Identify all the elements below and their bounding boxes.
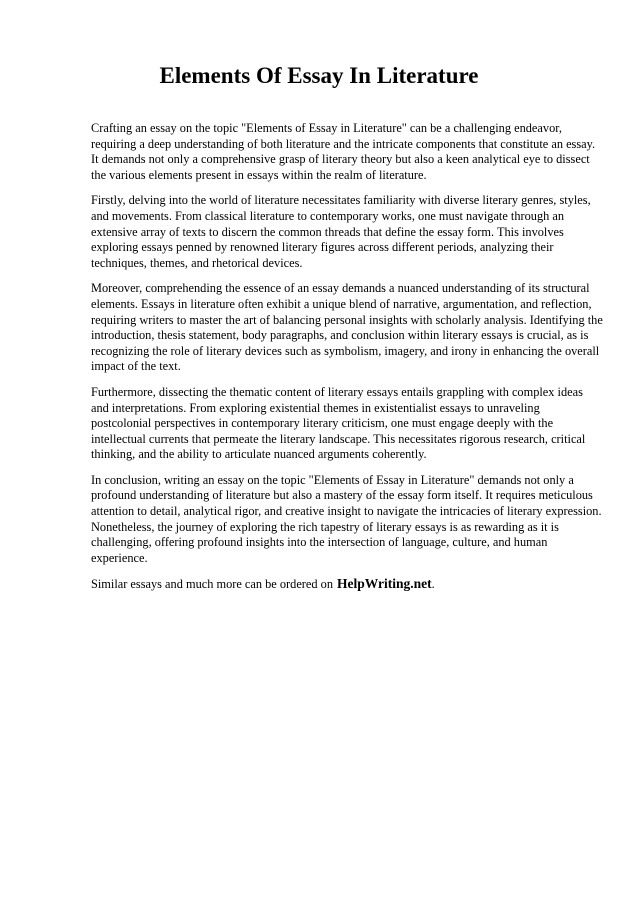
paragraph-2: Firstly, delving into the world of literature necessitates familiarity with diverse literary genres, styles, and movements. From classical literature to contemporary works, one must navigate through an extensive array of texts to discern the common threads that define the essay form. This involves exploring essays penned by renowned literary figures across different periods, analyzing their techniques, themes, and rhetorical devices. <box>91 193 591 270</box>
paragraph-3: Moreover, comprehending the essence of an essay demands a nuanced understanding of its structural elements. Essays in literature often exhibit a unique blend of narrative, argumentation, and reflection, requiring writers to master the art of balancing personal insights with scholarly analysis. Identifying the introduction, thesis statement, body paragraphs, and conclusion within literary essays is crucial, as is recognizing the role of literary devices such as symbolism, imagery, and irony in enhancing the overall impact of the text. <box>91 281 603 374</box>
paragraph-5: In conclusion, writing an essay on the topic "Elements of Essay in Literature" demands not only a profound understanding of literature but also a mastery of the essay form itself. It requires meticulous attention to detail, analytical rigor, and creative insight to navigate the intricacies of literary expression. Nonetheless, the journey of exploring the rich tapestry of literary essays is as rewarding as it is challenging, offering profound insights into the intersection of language, culture, and human experience. <box>91 472 602 565</box>
page-title: Elements Of Essay In Literature <box>159 63 479 88</box>
order-note-text: Similar essays and much more can be ordered on <box>91 577 333 592</box>
order-note-period: . <box>431 577 435 592</box>
order-note <box>91 576 603 593</box>
paragraph-1: Crafting an essay on the topic "Elements of Essay in Literature" can be a challenging endeavor, requiring a deep understanding of both literature and the intricate components that constitute an essay. It demands not only a comprehensive grasp of literary theory but also a keen analytical eye to dissect the various elements present in essays within the realm of literature. <box>91 121 596 182</box>
helpwriting-link[interactable]: HelpWriting.net <box>337 576 432 592</box>
essay-body <box>91 121 603 593</box>
paragraph-4: Furthermore, dissecting the thematic content of literary essays entails grappling with complex ideas and interpretations. From exploring existential themes in existentialist essays to unraveling postcolonial perspectives in contemporary literary criticism, one must engage deeply with the intellectual currents that permeate the literary landscape. This necessitates rigorous research, critical thinking, and the ability to articulate nuanced arguments coherently. <box>91 384 586 462</box>
